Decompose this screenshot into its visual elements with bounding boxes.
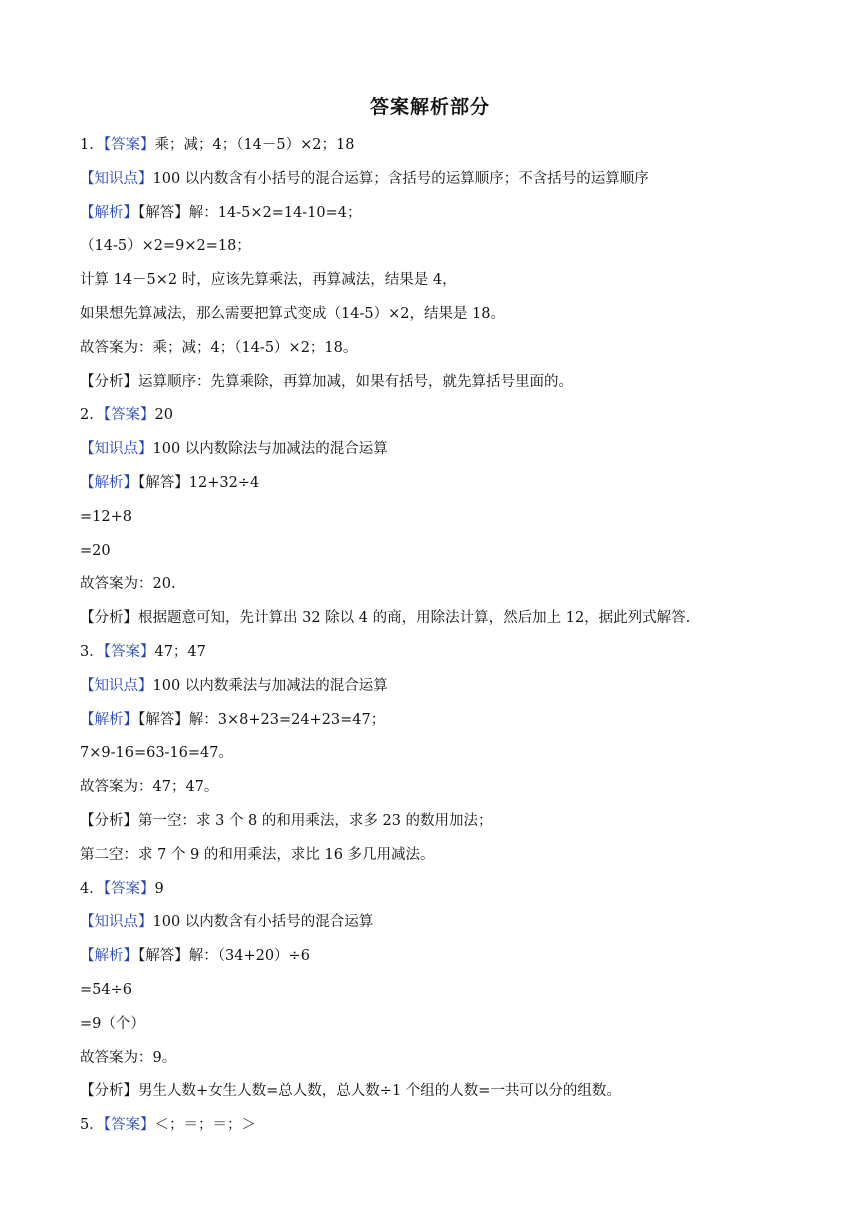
line-text: =20 [80, 542, 111, 559]
section-tag: 【答案】 [103, 880, 155, 897]
line-text: 故答案为：9。 [80, 1049, 177, 1066]
text-line [80, 607, 800, 629]
line-text: 乘；减；4；（14－5）×2；18 [154, 137, 355, 153]
text-line [80, 945, 800, 967]
text-line [80, 844, 800, 866]
section-tag: 【答案】 [103, 644, 155, 660]
line-text: 4． [80, 880, 104, 897]
text-line [80, 269, 800, 291]
text-line [80, 979, 800, 1001]
text-line [80, 641, 800, 663]
line-text: 9 [154, 880, 164, 897]
line-text: 47；47 [154, 644, 206, 660]
line-text: =54÷6 [80, 982, 132, 998]
section-tag: 【解析】 [80, 204, 138, 221]
line-text: 计算 14－5×2 时，应该先算乘法，再算减法，结果是 4， [80, 272, 457, 289]
line-text: 【分析】运算顺序：先算乘除，再算加减，如果有括号，就先算括号里面的。 [80, 373, 573, 390]
text-line [80, 1047, 800, 1069]
line-text: 【分析】男生人数+女生人数=总人数，总人数÷1 个组的人数=一共可以分的组数。 [80, 1083, 621, 1100]
line-text: 【解答】解：3×8+23=24+23=47； [138, 711, 386, 728]
text-line [80, 337, 800, 359]
section-tag: 【知识点】 [80, 677, 153, 694]
text-line [80, 235, 800, 257]
section-tag: 【知识点】 [80, 441, 153, 458]
line-text: 5． [80, 1117, 104, 1134]
line-text: 20 [154, 407, 173, 424]
section-tag: 【知识点】 [80, 914, 153, 931]
text-line [80, 303, 800, 325]
line-text: 【分析】根据题意可知，先计算出 32 除以 4 的商，用除法计算，然后加上 12，据此列式解答. [80, 610, 691, 627]
line-text: 100 以内数含有小括号的混合运算 [152, 914, 374, 931]
text-line [80, 202, 800, 224]
text-line [80, 1114, 800, 1136]
text-line [80, 438, 800, 460]
line-text: ＜；＝；＝；＞ [154, 1117, 256, 1134]
text-line [80, 168, 800, 190]
text-line [80, 134, 800, 156]
line-text: 100 以内数乘法与加减法的混合运算 [152, 677, 388, 694]
section-tag: 【解析】 [80, 948, 138, 965]
text-line [80, 1080, 800, 1102]
text-line [80, 911, 800, 933]
line-text: 【解答】解：（34+20）÷6 [138, 948, 310, 965]
section-tag: 【答案】 [103, 407, 155, 424]
text-line [80, 810, 800, 832]
line-text: 【解答】12+32÷4 [138, 475, 260, 491]
text-line [80, 742, 800, 764]
line-text: 故答案为：乘；减；4；（14-5）×2；18。 [80, 339, 358, 356]
line-text: 【解答】解：14-5×2=14-10=4； [138, 204, 362, 221]
section-tag: 【答案】 [103, 1117, 155, 1134]
line-text: 第二空：求 7 个 9 的和用乘法，求比 16 多几用减法。 [80, 846, 435, 863]
line-text: 1． [80, 137, 104, 153]
section-tag: 【知识点】 [80, 170, 153, 187]
line-text: =12+8 [80, 508, 132, 525]
text-line [80, 371, 800, 393]
line-text: 3． [80, 644, 104, 660]
section-tag: 【解析】 [80, 711, 138, 728]
text-line [80, 1013, 800, 1035]
text-line [80, 573, 800, 595]
line-text: 100 以内数除法与加减法的混合运算 [152, 441, 388, 458]
text-line [80, 506, 800, 528]
line-text: =9（个） [80, 1015, 145, 1032]
text-line [80, 540, 800, 562]
text-line [80, 776, 800, 798]
section-tag: 【答案】 [103, 137, 155, 153]
line-text: 如果想先算减法，那么需要把算式变成（14-5）×2，结果是 18。 [80, 306, 506, 322]
line-text: 故答案为：20. [80, 576, 176, 593]
line-text: （14-5）×2=9×2=18； [80, 238, 251, 255]
text-line [80, 472, 800, 494]
line-text: 故答案为：47；47。 [80, 779, 219, 796]
text-line [80, 675, 800, 697]
text-line [80, 404, 800, 426]
line-text: 【分析】第一空：求 3 个 8 的和用乘法，求多 23 的数用加法； [80, 813, 493, 829]
line-text: 100 以内数含有小括号的混合运算；含括号的运算顺序；不含括号的运算顺序 [152, 170, 649, 187]
line-text: 7×9-16=63-16=47。 [80, 745, 234, 762]
page-title: 答案解析部分 [369, 96, 490, 118]
text-line [80, 709, 800, 731]
text-line [80, 878, 800, 900]
line-text: 2． [80, 407, 104, 424]
section-tag: 【解析】 [80, 475, 138, 491]
